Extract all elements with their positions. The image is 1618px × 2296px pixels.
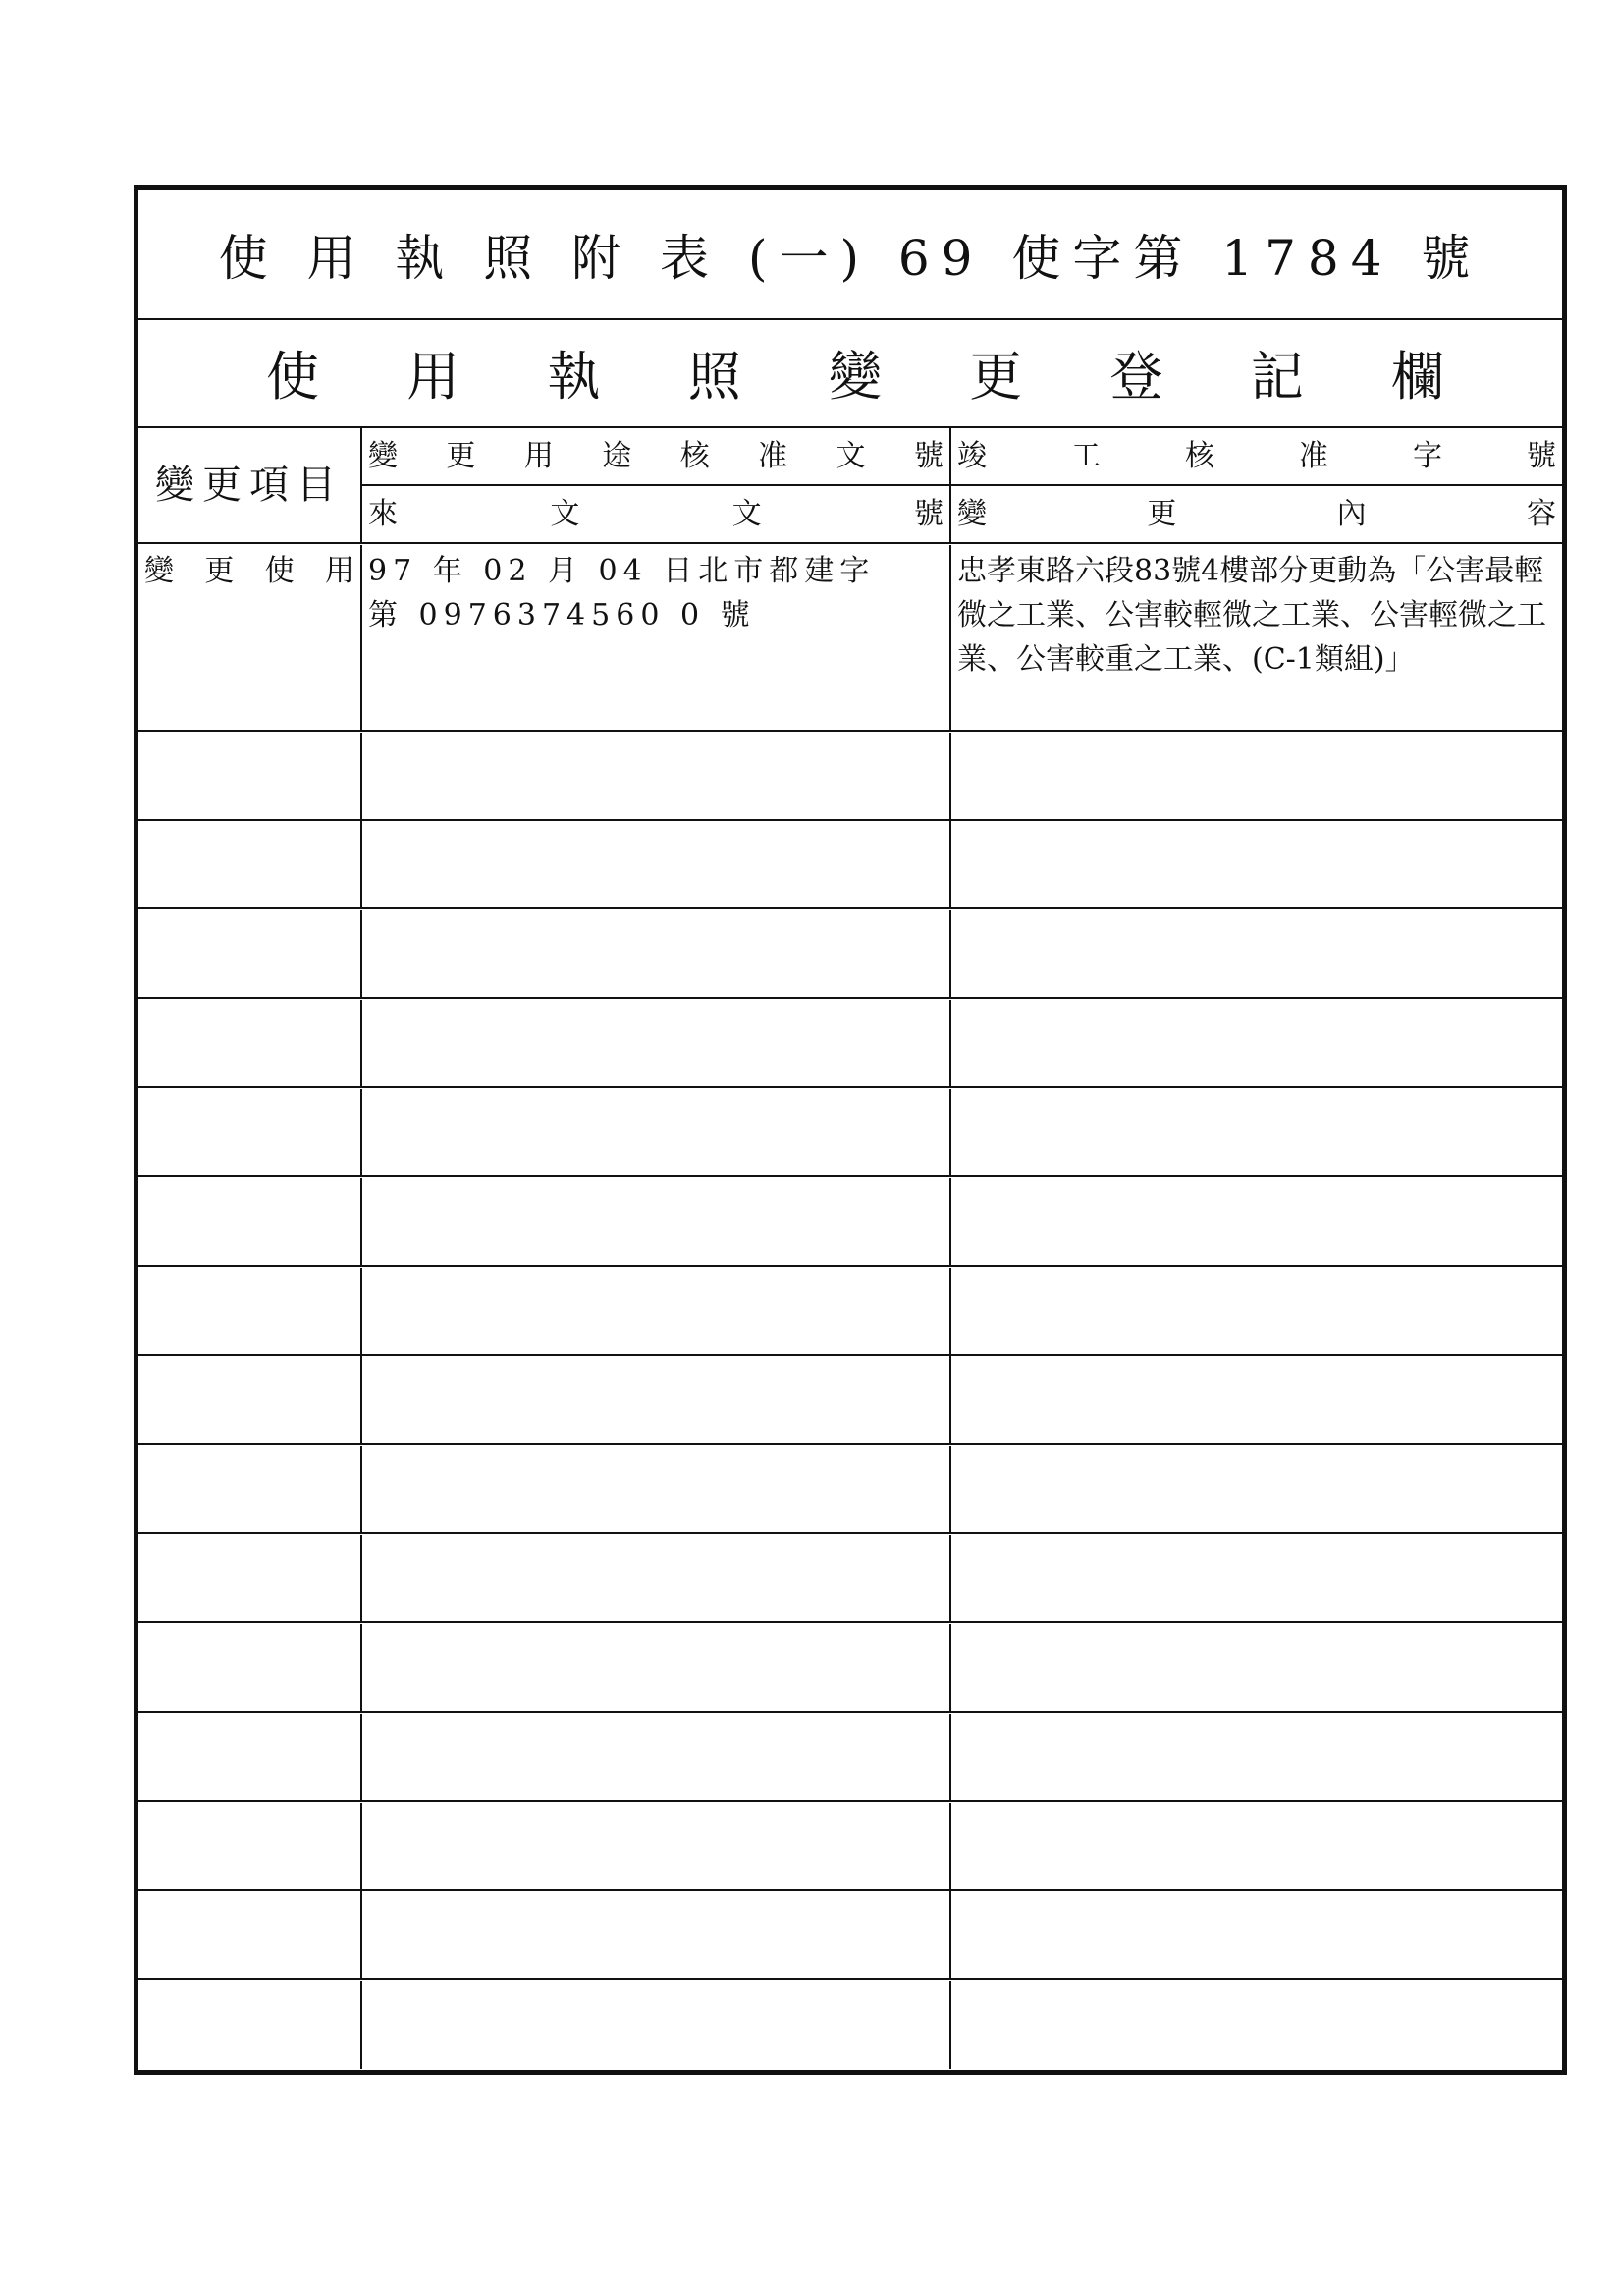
blank-row-cell xyxy=(951,1178,1562,1267)
blank-row-cell xyxy=(362,1981,951,2069)
spread-char: 准 xyxy=(1299,439,1328,473)
spread-char: 字 xyxy=(1413,439,1442,473)
blank-row-cell xyxy=(951,1624,1562,1713)
header-approval-doc xyxy=(362,428,949,484)
blank-row-cell xyxy=(138,1803,362,1891)
spread-char: 文 xyxy=(731,497,762,531)
blank-row-cell xyxy=(138,910,362,999)
blank-row-cell xyxy=(362,1714,951,1802)
section-title-char: 更 xyxy=(969,345,1023,408)
section-title-char: 記 xyxy=(1250,345,1304,408)
section-title-char: 使 xyxy=(266,345,319,408)
blank-row-cell xyxy=(951,1535,1562,1623)
header-doc-numbers xyxy=(362,428,951,544)
blank-row-cell xyxy=(138,1891,362,1980)
spread-char: 使 xyxy=(264,553,295,588)
blank-row-cell xyxy=(362,1178,951,1267)
spread-char: 竣 xyxy=(957,439,987,473)
blank-row-cell xyxy=(951,910,1562,999)
entry-item xyxy=(138,545,362,732)
blank-row-cell xyxy=(138,1981,362,2069)
spread-char: 號 xyxy=(913,497,944,531)
section-title xyxy=(138,318,1562,428)
blank-row-cell xyxy=(362,1356,951,1445)
blank-row-cell xyxy=(138,1356,362,1445)
section-title-char: 執 xyxy=(547,345,601,408)
section-title-char: 登 xyxy=(1109,345,1163,408)
blank-row-cell xyxy=(138,1089,362,1177)
spread-char: 號 xyxy=(913,439,944,473)
spread-char: 變 xyxy=(144,553,174,588)
entry-item-text xyxy=(144,549,354,593)
spread-char: 來 xyxy=(368,497,398,531)
blank-row-cell xyxy=(138,821,362,909)
header-approval-doc-text xyxy=(368,434,944,478)
blank-row-cell xyxy=(951,1446,1562,1534)
blank-row-cell xyxy=(138,1268,362,1356)
blank-row-cell xyxy=(362,1446,951,1534)
blank-row-cell xyxy=(362,1268,951,1356)
page-title: 使 用 執 照 附 表 (一) 69 使字第 1784 號 xyxy=(138,190,1562,320)
spread-char: 准 xyxy=(758,439,788,473)
blank-row-cell xyxy=(362,1624,951,1713)
spread-char: 用 xyxy=(523,439,554,473)
blank-row-cell xyxy=(362,910,951,999)
spread-char: 變 xyxy=(957,497,987,531)
header-change-item: 變更項目 xyxy=(138,428,362,544)
entry-content: 忠孝東路六段83號4樓部分更動為「公害最輕微之工業、公害較輕微之工業、公害輕微之工業、公害較重之工業、(C-1類組)」 xyxy=(951,545,1562,732)
blank-row-cell xyxy=(362,1535,951,1623)
blank-row-cell xyxy=(138,1535,362,1623)
blank-row-cell xyxy=(951,1356,1562,1445)
spread-char: 更 xyxy=(204,553,235,588)
section-title-char: 欄 xyxy=(1391,345,1444,408)
header-completion-no xyxy=(951,428,1562,484)
spread-char: 內 xyxy=(1336,497,1367,531)
blank-row-cell xyxy=(362,821,951,909)
spread-char: 容 xyxy=(1526,497,1556,531)
header-completion-content xyxy=(951,428,1562,544)
spread-char: 用 xyxy=(324,553,354,588)
spread-char: 文 xyxy=(550,497,580,531)
blank-row-cell xyxy=(951,733,1562,821)
license-sheet xyxy=(134,185,1567,2075)
spread-char: 途 xyxy=(602,439,632,473)
blank-row-cell xyxy=(951,821,1562,909)
blank-row-cell xyxy=(138,1714,362,1802)
entry-doc-line: 第 0976374560 0 號 xyxy=(368,597,756,632)
blank-row-cell xyxy=(951,1714,1562,1802)
blank-row-cell xyxy=(951,1981,1562,2069)
spread-char: 號 xyxy=(1527,439,1556,473)
spread-char: 變 xyxy=(368,439,398,473)
blank-row-cell xyxy=(362,1803,951,1891)
entry-doc-line: 97 年 02 月 04 日北市都建字 xyxy=(368,553,876,588)
header-change-content-text xyxy=(957,492,1556,536)
section-title-char: 照 xyxy=(687,345,741,408)
blank-row-cell xyxy=(138,733,362,821)
spread-char: 文 xyxy=(836,439,866,473)
change-register-table xyxy=(138,428,1562,2070)
header-change-content xyxy=(951,484,1562,542)
section-title-char: 變 xyxy=(829,345,882,408)
spread-char: 更 xyxy=(446,439,476,473)
spread-char: 核 xyxy=(679,439,710,473)
blank-row-cell xyxy=(138,1178,362,1267)
spread-char: 核 xyxy=(1185,439,1214,473)
spread-char: 更 xyxy=(1147,497,1177,531)
blank-row-cell xyxy=(951,1891,1562,1980)
blank-row-cell xyxy=(362,1089,951,1177)
blank-row-cell xyxy=(951,1000,1562,1088)
blank-row-cell xyxy=(951,1268,1562,1356)
blank-row-cell xyxy=(138,1446,362,1534)
blank-row-cell xyxy=(138,1000,362,1088)
blank-row-cell xyxy=(138,1624,362,1713)
header-incoming-doc-text xyxy=(368,492,944,536)
blank-row-cell xyxy=(951,1089,1562,1177)
entry-doc-number xyxy=(362,545,951,732)
section-title-char: 用 xyxy=(406,345,460,408)
blank-row-cell xyxy=(362,733,951,821)
header-incoming-doc xyxy=(362,484,949,542)
spread-char: 工 xyxy=(1071,439,1101,473)
header-completion-no-text xyxy=(957,434,1556,478)
blank-row-cell xyxy=(362,1000,951,1088)
blank-row-cell xyxy=(951,1803,1562,1891)
blank-row-cell xyxy=(362,1891,951,1980)
